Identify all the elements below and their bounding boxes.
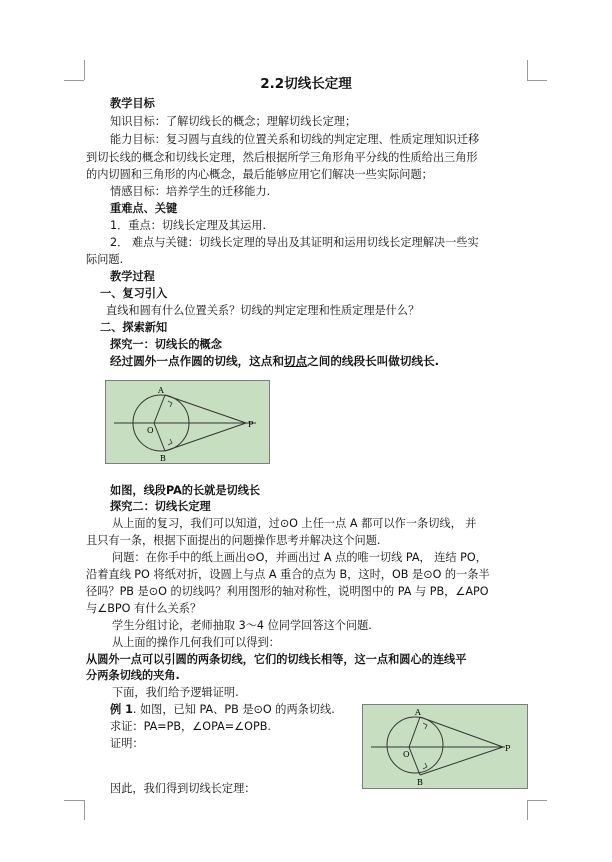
right-angle-b bbox=[168, 439, 172, 445]
new-knowledge-heading: 二、探索新知 bbox=[100, 321, 168, 334]
label-a: A bbox=[415, 708, 421, 717]
label-o: O bbox=[147, 426, 154, 435]
tangent-length-definition bbox=[0, 353, 439, 370]
example-text: . 如图，已知 PA、PB 是⊙O 的两条切线. bbox=[132, 703, 335, 716]
theorem-line-2: 分两条切线的夹角. bbox=[86, 669, 180, 682]
definition-underlined-tangent-point: 切点 bbox=[283, 354, 308, 368]
right-angle-a bbox=[423, 723, 427, 729]
key-points-heading: 重难点、关键 bbox=[110, 202, 178, 215]
tangent-pb bbox=[420, 747, 503, 775]
page-title: 2.2切线长定理 bbox=[260, 76, 352, 92]
label-p: P bbox=[505, 744, 511, 753]
conclusion-text: 因此，我们得到切线长定理： bbox=[110, 782, 256, 795]
prove-statement: 求证：PA=PB，∠OPA=∠OPB. bbox=[110, 720, 271, 733]
crop-mark-bottom-left bbox=[84, 800, 85, 820]
tangent-figure-1 bbox=[105, 380, 270, 464]
example-1 bbox=[0, 701, 335, 718]
label-p: P bbox=[248, 420, 254, 429]
radius-oa bbox=[154, 395, 165, 423]
key-point-1: 1．重点：切线长定理及其运用. bbox=[110, 219, 267, 232]
question-line-3: 径吗？PB 是⊙O 的切线吗？利用图形的轴对称性，说明图中的 PA 与 PB，∠APO bbox=[86, 585, 489, 598]
radius-ob bbox=[154, 423, 165, 451]
question-line-1: 问题：在你手中的纸上画出⊙O，并画出过 A 点的唯一切线 PA， 连结 PO， bbox=[112, 551, 487, 564]
label-b: B bbox=[417, 778, 423, 787]
definition-part-2: 之间的线段长叫做切线长. bbox=[307, 354, 440, 368]
right-angle-b bbox=[423, 763, 427, 769]
emotion-objective: 情感目标：培养学生的迁移能力. bbox=[110, 185, 271, 198]
discussion-note: 学生分组讨论，老师抽取 3～4 位同学回答这个问题. bbox=[112, 619, 372, 632]
key-point-2-line-2: 际问题. bbox=[86, 253, 124, 266]
explore-1-heading: 探究一：切线长的概念 bbox=[110, 338, 222, 351]
ability-objective-line-3: 的内切圆和三角形的内心概念，最后能够应用它们解决一些实际问题； bbox=[86, 168, 433, 181]
from-operation-note: 从上面的操作几何我们可以得到： bbox=[112, 636, 280, 649]
review-heading: 一、复习引入 bbox=[100, 287, 168, 300]
ability-objective-line-2: 到切长线的概念和切线长定理，然后根据所学三角形角平分线的性质给出三角形 bbox=[86, 151, 478, 164]
crop-mark-bottom-right bbox=[527, 800, 547, 801]
right-angle-a bbox=[168, 401, 172, 407]
paragraph-1-line-1: 从上面的复习，我们可以知道，过⊙O 上任一点 A 都可以作一条切线， 并 bbox=[112, 517, 477, 530]
objectives-heading: 教学目标 bbox=[110, 97, 155, 110]
theorem-line-1: 从圆外一点可以引圆的两条切线，它们的切线长相等，这一点和圆心的连线平 bbox=[86, 653, 467, 666]
question-line-4: 与∠BPO 有什么关系？ bbox=[86, 602, 202, 615]
circle-o bbox=[387, 717, 443, 773]
label-b: B bbox=[160, 454, 166, 463]
review-question: 直线和圆有什么位置关系？切线的判定定理和性质定理是什么？ bbox=[106, 304, 420, 317]
radius-oa bbox=[409, 717, 420, 747]
question-line-2: 沿着直线 PO 将纸对折，设圆上与点 A 重合的点为 B，这时，OB 是⊙O 的一条半 bbox=[86, 568, 490, 581]
tangent-pb bbox=[165, 423, 246, 451]
proof-intro: 下面，我们给予逻辑证明. bbox=[112, 686, 239, 699]
tangent-pa bbox=[420, 717, 503, 747]
definition-part-1: 经过圆外一点作圆的切线，这点和 bbox=[110, 354, 284, 368]
radius-ob bbox=[409, 747, 420, 775]
key-point-2-line-1: 2． 难点与关键：切线长定理的导出及其证明和运用切线长定理解决一些实 bbox=[110, 236, 479, 249]
paragraph-1-line-2: 且只有一条，根据下面提出的问题操作思考并解决这个问题. bbox=[86, 534, 381, 547]
crop-mark-bottom-right bbox=[527, 800, 528, 820]
pa-tangent-length-note: 如图，线段PA的长就是切线长 bbox=[110, 484, 261, 497]
process-heading: 教学过程 bbox=[110, 270, 155, 283]
ability-objective-line-1: 能力目标：复习圆与直线的位置关系和切线的判定定理、性质定理知识迁移 bbox=[110, 133, 480, 146]
knowledge-objective: 知识目标：了解切线长的概念；理解切线长定理； bbox=[110, 115, 357, 128]
label-a: A bbox=[158, 386, 164, 395]
proof-label: 证明： bbox=[110, 737, 144, 750]
crop-mark-bottom-left bbox=[64, 800, 84, 801]
label-o: O bbox=[403, 750, 410, 759]
explore-2-heading: 探究二：切线长定理 bbox=[110, 500, 211, 513]
tangent-pa bbox=[165, 395, 246, 423]
example-label: 例 1 bbox=[110, 703, 133, 716]
tangent-figure-2 bbox=[362, 704, 528, 789]
